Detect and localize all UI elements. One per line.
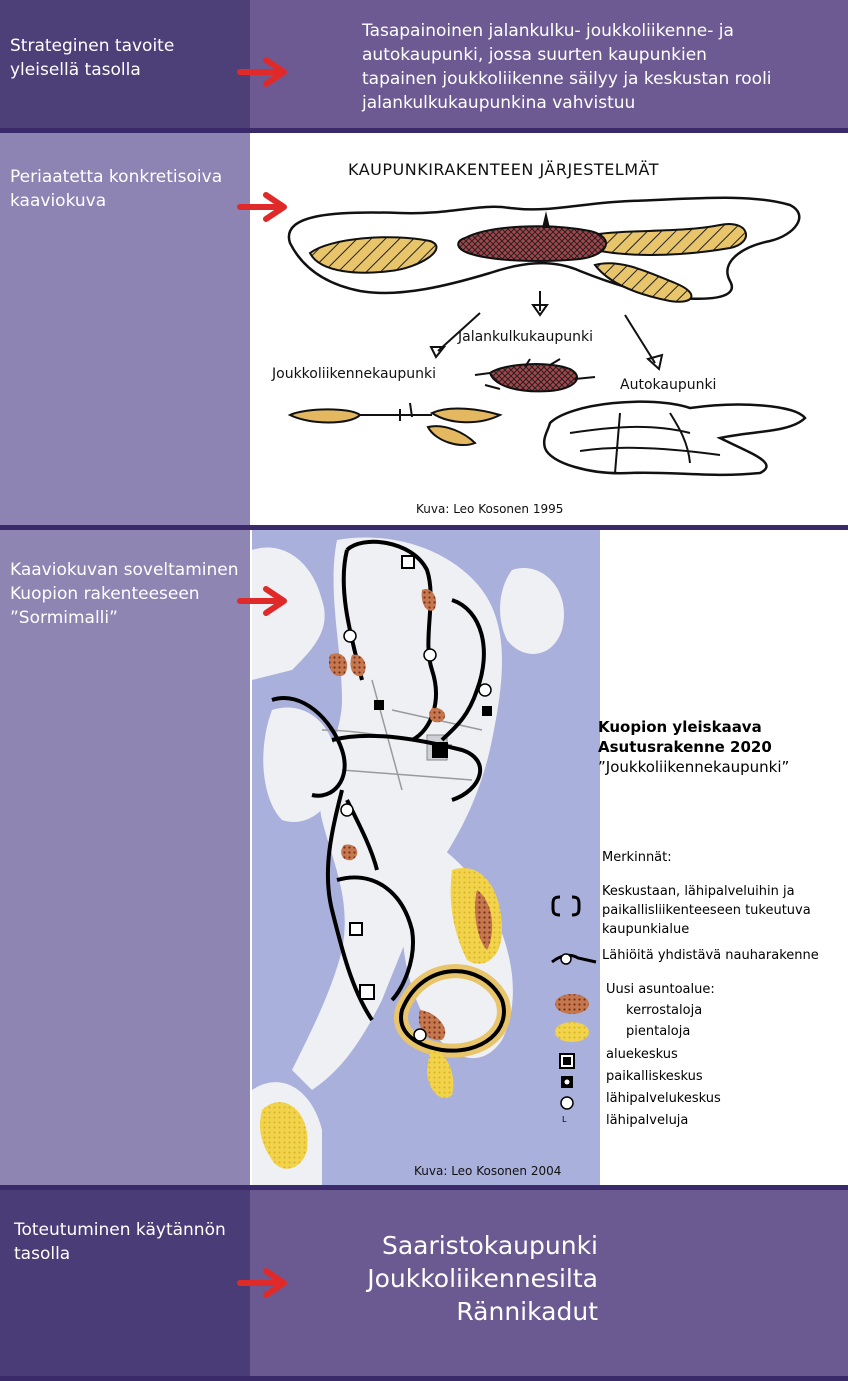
transit-city-label: Joukkoliikennekaupunki [272,366,437,382]
diagram-label: Periaatetta konkretisoiva kaaviokuva [10,167,223,211]
strategy-row [0,0,848,128]
legend-heading: Merkinnät: [602,850,672,865]
legend-blocks-text: kerrostaloja [626,1003,703,1018]
diagram-row [0,133,848,525]
strategy-goal-text: Tasapainoinen jalankulku- joukkoliikenne- ja autokaupunki, jossa suurten kaupunkien tapainen joukkoliikenne säilyy ja keskustan rooli jalankulkukaupunkina vahvistuu [362,21,772,113]
pientalo-swatch [552,1020,592,1044]
diagram-credit: Kuva: Leo Kosonen 1995 [416,502,564,516]
practice-label-panel [0,1190,250,1378]
map-subtitle: ”Joukkoliikennekaupunki” [598,758,790,776]
car-city-roads [570,413,720,473]
transit-city-line [360,403,432,421]
practice-label: Toteutuminen käytännön tasolla [14,1220,226,1264]
service-center-marker [341,804,353,816]
legend-services-text: lähipalveluja [606,1113,689,1128]
services-marker-icon: L [562,1115,567,1124]
row-separator [0,1376,848,1381]
local-center-marker [360,985,374,999]
car-city-sprawl [544,402,805,475]
practice-line-2: Joukkoliikennesilta [367,1264,598,1293]
map-title: Kuopion yleiskaava [598,718,762,736]
band-structure-icon [550,948,602,968]
diagram-title: KAUPUNKIRAKENTEEN JÄRJESTELMÄT [348,160,659,179]
center-spire [542,211,550,228]
right-arrow-icon [236,1268,290,1298]
diagram-label-panel [0,133,250,525]
legend-new-area-text: Uusi asuntoalue: [606,982,715,997]
strategy-label-panel [0,0,250,128]
right-arrow-icon [236,192,290,222]
right-arrow-icon [236,586,290,616]
legend-band-text: Lähiöitä yhdistävä nauharakenne [602,948,819,963]
walking-city-shape [490,364,577,391]
map-credit: Kuva: Leo Kosonen 2004 [414,1164,562,1178]
service-center-marker [414,1029,426,1041]
local-center-icon [559,1074,575,1090]
service-center-icon [559,1095,575,1111]
service-center-marker [424,649,436,661]
local-center-marker [350,923,362,935]
transit-district-east [583,224,746,255]
transit-district-west [310,237,436,272]
transit-city-blob-2 [432,409,500,423]
walking-center [458,226,606,261]
application-panel [250,530,848,1185]
legend-local-text: paikalliskeskus [606,1069,703,1084]
local-center-marker [402,556,414,568]
legend-houses-text: pientaloja [626,1024,691,1039]
walking-city-label: Jalankulkukaupunki [458,329,593,345]
kuopio-map [252,530,600,1185]
strategy-label: Strateginen tavoite yleisellä tasolla [10,36,175,80]
local-center-marker [374,700,384,710]
practice-line-1: Saaristokaupunki [381,1231,598,1260]
service-center-marker [479,684,491,696]
diagram-panel [250,133,848,525]
transit-city-blob-3 [428,426,475,445]
application-row [0,530,848,1185]
car-city-label: Autokaupunki [620,377,717,393]
application-label-panel [0,530,250,1185]
local-center-marker [482,706,492,716]
legend-service-center-text: lähipalvelukeskus [606,1091,721,1106]
practice-line-3: Rännikadut [456,1297,598,1326]
regional-center-icon [558,1052,576,1070]
map-title-second-line: Asutusrakenne 2020 [598,738,772,756]
transit-city-blob-1 [290,409,360,422]
right-arrow-shaft [625,315,655,363]
right-arrow-icon [236,57,290,87]
service-center-marker [344,630,356,642]
kerrostalo-swatch [552,992,592,1016]
legend-regional-text: aluekeskus [606,1047,678,1062]
practice-row [0,1190,848,1378]
zone-bracket-icon [550,894,582,918]
legend-zone-text: Keskustaan, lähipalveluihin ja paikallisliikenteeseen tukeutuva kaupunkialue [602,884,811,937]
regional-center-marker [432,742,448,758]
left-arrow-head [431,347,444,357]
application-label: Kaaviokuvan soveltaminen Kuopion rakenteeseen ”Sormimalli” [10,560,239,628]
strategy-goal-panel [250,0,848,128]
